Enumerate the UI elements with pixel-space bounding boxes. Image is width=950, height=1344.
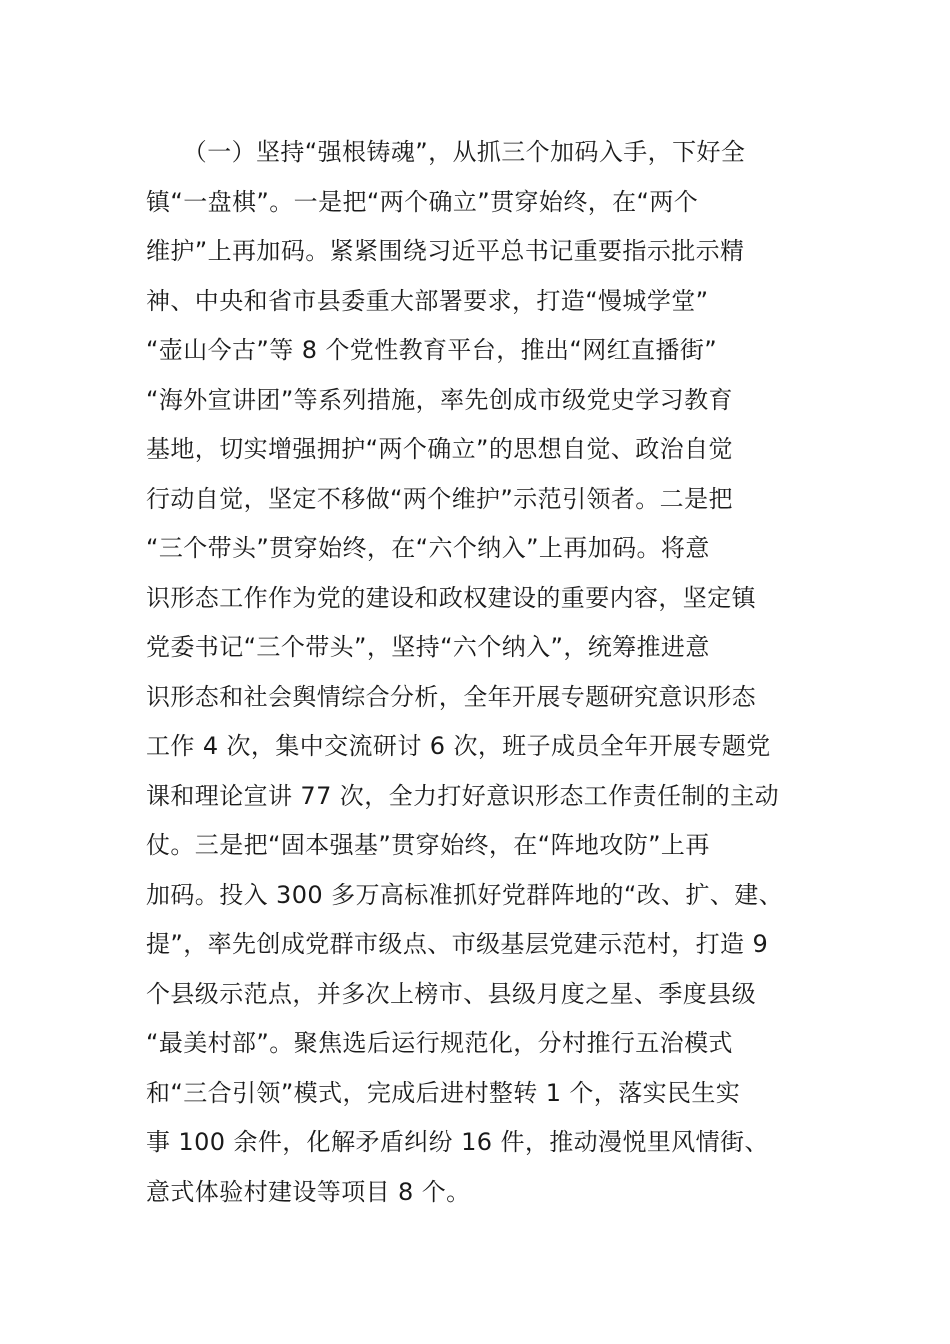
body-paragraph — [146, 128, 826, 1217]
paragraph-line: “最美村部”。聚焦选后运行规范化，分村推行五治模式 — [146, 1029, 733, 1057]
paragraph-line: 党委书记“三个带头”，坚持“六个纳入”，统筹推进意 — [146, 633, 710, 661]
paragraph-line: 工作 4 次，集中交流研讨 6 次，班子成员全年开展专题党 — [146, 732, 771, 760]
paragraph-line: 行动自觉，坚定不移做“两个维护”示范引领者。二是把 — [146, 484, 733, 513]
paragraph-line: “壶山今古”等 8 个党性教育平台，推出“网红直播街” — [146, 336, 718, 364]
paragraph-line: 识形态和社会舆情综合分析，全年开展专题研究意识形态 — [146, 682, 756, 711]
paragraph-line: 事 100 余件，化解矛盾纠纷 16 件，推动漫悦里风情街、 — [146, 1128, 769, 1156]
paragraph-line: “三个带头”贯穿始终，在“六个纳入”上再加码。将意 — [146, 534, 710, 562]
paragraph-line: 神、中央和省市县委重大部署要求，打造“慢城学堂” — [146, 286, 709, 315]
paragraph-line: 加码。投入 300 多万高标准抓好党群阵地的“改、扩、建、 — [146, 880, 784, 909]
paragraph-line: 仗。三是把“固本强基”贯穿始终，在“阵地攻防”上再 — [146, 831, 710, 859]
paragraph-line: “海外宣讲团”等系列措施，率先创成市级党史学习教育 — [146, 385, 733, 414]
paragraph-line: （一）坚持“强根铸魂”，从抓三个加码入手，下好全 — [146, 138, 746, 166]
paragraph-line: 识形态工作作为党的建设和政权建设的重要内容，坚定镇 — [146, 583, 756, 612]
paragraph-line: 课和理论宣讲 77 次，全力打好意识形态工作责任制的主动 — [146, 781, 779, 810]
paragraph-line: 维护”上再加码。紧紧围绕习近平总书记重要指示批示精 — [146, 237, 745, 265]
paragraph-line: 和“三合引领”模式，完成后进村整转 1 个，落实民生实 — [146, 1078, 741, 1107]
paragraph-line: 个县级示范点，并多次上榜市、县级月度之星、季度县级 — [146, 979, 756, 1008]
paragraph-line: 基地，切实增强拥护“两个确立”的思想自觉、政治自觉 — [146, 435, 733, 463]
paragraph-line: 提”，率先创成党群市级点、市级基层党建示范村，打造 9 — [146, 930, 769, 958]
paragraph-line: 意式体验村建设等项目 8 个。 — [146, 1177, 471, 1206]
paragraph-line: 镇“一盘棋”。一是把“两个确立”贯穿始终，在“两个 — [146, 187, 699, 216]
